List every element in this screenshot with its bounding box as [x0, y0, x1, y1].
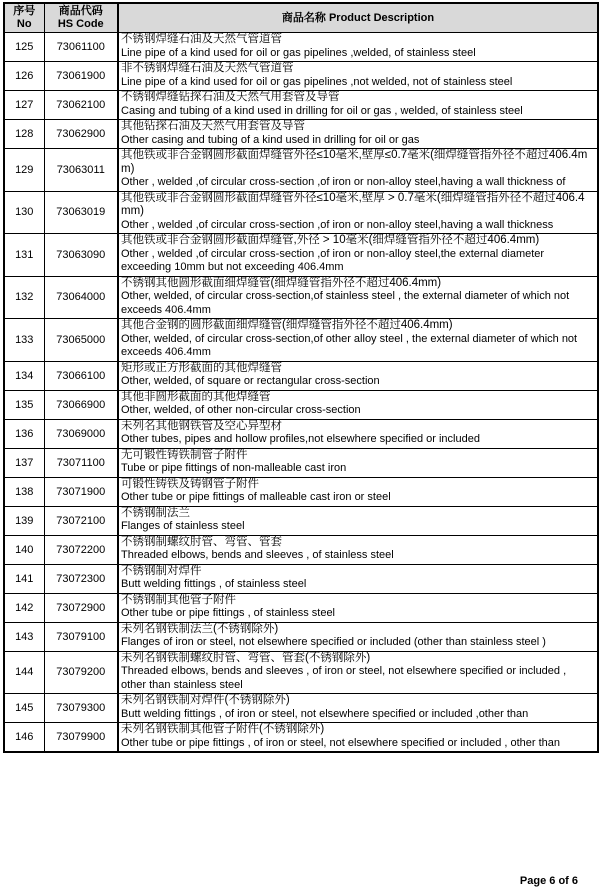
- row-no: 140: [4, 535, 44, 564]
- table-header-row: [4, 3, 598, 33]
- row-hs-code: 73063011: [44, 149, 118, 192]
- row-description: [118, 33, 598, 62]
- description-zh: 其他钻探石油及天然气用套管及导管: [121, 120, 305, 132]
- description-en: Flanges of iron or steel, not elsewhere specified or included (other than stainless steel ): [121, 636, 546, 648]
- description-en: Other , welded ,of circular cross-section ,of iron or non-alloy steel,the external diameter exceeding 10mm but not exceeding 406.4mm: [121, 247, 545, 273]
- table-row: [4, 419, 598, 448]
- row-no: 143: [4, 622, 44, 651]
- row-no: 138: [4, 477, 44, 506]
- page-number: Page 6 of 6: [519, 875, 578, 887]
- description-zh: 不锈钢焊缝石油及天然气管道管: [121, 33, 282, 45]
- description-zh: 其他铁或非合金钢圆形截面焊缝管外径≤10毫米,壁厚≤0.7毫米(细焊缝管指外径不超过406.4mm): [121, 149, 588, 175]
- row-hs-code: 73071100: [44, 448, 118, 477]
- row-description: [118, 361, 598, 390]
- row-description: [118, 276, 598, 319]
- col-header-description: 商品名称 Product Description: [118, 3, 598, 33]
- table-row: [4, 120, 598, 149]
- description-zh: 未列名钢铁制其他管子附件(不锈钢除外): [121, 723, 325, 735]
- row-description: [118, 120, 598, 149]
- description-en: Other casing and tubing of a kind used in drilling for oil or gas: [121, 133, 420, 146]
- row-hs-code: 73072900: [44, 593, 118, 622]
- table-row: [4, 564, 598, 593]
- description-en: Threaded elbows, bends and sleeves , of stainless steel: [121, 549, 394, 561]
- description-en: Casing and tubing of a kind used in drilling for oil or gas , welded, of stainless steel: [121, 104, 523, 117]
- table-row: [4, 361, 598, 390]
- row-hs-code: 73079900: [44, 723, 118, 753]
- description-en: Line pipe of a kind used for oil or gas pipelines ,welded, of stainless steel: [121, 46, 476, 59]
- table-row: [4, 390, 598, 419]
- description-en: Other , welded ,of circular cross-section ,of iron or non-alloy steel,having a wall thickness: [121, 218, 554, 231]
- row-no: 144: [4, 651, 44, 694]
- row-description: [118, 506, 598, 535]
- row-no: 136: [4, 419, 44, 448]
- row-description: [118, 564, 598, 593]
- description-zh: 不锈钢制螺纹肘管、弯管、管套: [121, 535, 282, 548]
- table-row: [4, 694, 598, 723]
- row-description: [118, 593, 598, 622]
- row-description: [118, 477, 598, 506]
- row-description: [118, 91, 598, 120]
- table-row: [4, 91, 598, 120]
- row-hs-code: 73066900: [44, 390, 118, 419]
- row-hs-code: 73061900: [44, 62, 118, 91]
- description-zh: 不锈钢焊缝钻探石油及天然气用套管及导管: [121, 91, 340, 103]
- row-no: 128: [4, 120, 44, 149]
- description-en: Flanges of stainless steel: [121, 520, 245, 532]
- description-en: Other, welded, of other non-circular cross-section: [121, 404, 361, 416]
- table-row: [4, 448, 598, 477]
- row-hs-code: 73066100: [44, 361, 118, 390]
- description-en: Butt welding fittings , of stainless steel: [121, 578, 307, 590]
- row-hs-code: 73071900: [44, 477, 118, 506]
- col-header-no-en: No: [16, 18, 32, 30]
- row-description: [118, 448, 598, 477]
- description-en: Other tube or pipe fittings , of iron or steel, not elsewhere specified or included , other than: [121, 736, 561, 749]
- hs-code-table: [3, 2, 599, 753]
- description-en: Other tubes, pipes and hollow profiles,not elsewhere specified or included: [121, 433, 480, 445]
- col-header-no: [4, 3, 44, 33]
- table-row: [4, 506, 598, 535]
- col-header-hs-code-en: HS Code: [57, 18, 104, 30]
- description-zh: 其他铁或非合金钢圆形截面焊缝管外径≤10毫米,壁厚 > 0.7毫米(细焊缝管指外径不超过406.4mm): [121, 191, 585, 217]
- table-row: [4, 276, 598, 319]
- row-no: 132: [4, 276, 44, 319]
- description-en: Other, welded, of circular cross-section,of other alloy steel , the external diameter of which not exceeds 406.4mm: [121, 332, 578, 358]
- row-no: 137: [4, 448, 44, 477]
- row-description: [118, 694, 598, 723]
- description-en: Other tube or pipe fittings , of stainless steel: [121, 607, 336, 619]
- row-description: [118, 390, 598, 419]
- row-no: 131: [4, 234, 44, 277]
- row-no: 142: [4, 593, 44, 622]
- description-zh: 无可锻性铸铁制管子附件: [121, 448, 248, 461]
- row-no: 130: [4, 191, 44, 234]
- description-zh: 不锈钢制其他管子附件: [121, 593, 236, 606]
- table-row: [4, 33, 598, 62]
- description-en: Tube or pipe fittings of non-malleable cast iron: [121, 462, 347, 474]
- table-row: [4, 593, 598, 622]
- table-row: [4, 234, 598, 277]
- row-description: [118, 191, 598, 234]
- description-zh: 其他铁或非合金钢圆形截面焊缝管,外径 > 10毫米(细焊缝管指外径不超过406.4mm): [121, 234, 540, 246]
- row-hs-code: 73062100: [44, 91, 118, 120]
- description-zh: 未列名钢铁制对焊件(不锈钢除外): [121, 694, 290, 706]
- table-row: [4, 651, 598, 694]
- row-hs-code: 73064000: [44, 276, 118, 319]
- row-description: [118, 319, 598, 362]
- table-row: [4, 149, 598, 192]
- row-hs-code: 73079100: [44, 622, 118, 651]
- description-zh: 矩形或正方形截面的其他焊缝管: [121, 361, 282, 374]
- row-no: 145: [4, 694, 44, 723]
- row-hs-code: 73079200: [44, 651, 118, 694]
- table-row: [4, 191, 598, 234]
- row-no: 134: [4, 361, 44, 390]
- row-no: 125: [4, 33, 44, 62]
- col-header-hs-code-zh: 商品代码: [58, 5, 103, 17]
- table-row: [4, 535, 598, 564]
- table-row: [4, 723, 598, 753]
- row-description: [118, 62, 598, 91]
- description-en: Other tube or pipe fittings of malleable cast iron or steel: [121, 491, 391, 503]
- table-row: [4, 622, 598, 651]
- row-no: 135: [4, 390, 44, 419]
- row-description: [118, 651, 598, 694]
- description-zh: 其他合金钢的圆形截面细焊缝管(细焊缝管指外径不超过406.4mm): [121, 319, 453, 331]
- description-zh: 不锈钢制对焊件: [121, 564, 202, 577]
- row-hs-code: 73079300: [44, 694, 118, 723]
- row-hs-code: 73072100: [44, 506, 118, 535]
- row-description: [118, 149, 598, 192]
- row-hs-code: 73065000: [44, 319, 118, 362]
- description-en: Threaded elbows, bends and sleeves , of iron or steel, not elsewhere specified or included , other than stainless steel: [121, 665, 567, 691]
- col-header-hs-code: [44, 3, 118, 33]
- table-row: [4, 62, 598, 91]
- row-hs-code: 73061100: [44, 33, 118, 62]
- description-en: Line pipe of a kind used for oil or gas pipelines ,not welded, not of stainless steel: [121, 75, 513, 88]
- description-en: Butt welding fittings , of iron or steel, not elsewhere specified or included ,other than: [121, 707, 529, 720]
- table-row: [4, 477, 598, 506]
- description-en: Other , welded ,of circular cross-section ,of iron or non-alloy steel,having a wall thickness of: [121, 176, 566, 188]
- description-zh: 未列名其他钢铁管及空心异型材: [121, 419, 282, 432]
- row-no: 129: [4, 149, 44, 192]
- row-description: [118, 622, 598, 651]
- row-hs-code: 73072300: [44, 564, 118, 593]
- row-description: [118, 234, 598, 277]
- description-en: Other, welded, of circular cross-section,of stainless steel , the external diameter of which not exceeds 406.4mm: [121, 290, 570, 316]
- table-row: [4, 319, 598, 362]
- row-hs-code: 73063019: [44, 191, 118, 234]
- row-no: 133: [4, 319, 44, 362]
- row-hs-code: 73062900: [44, 120, 118, 149]
- row-description: [118, 723, 598, 753]
- row-hs-code: 73069000: [44, 419, 118, 448]
- description-zh: 其他非圆形截面的其他焊缝管: [121, 390, 271, 403]
- description-zh: 不锈钢其他圆形截面细焊缝管(细焊缝管指外径不超过406.4mm): [121, 276, 442, 289]
- description-zh: 可锻性铸铁及铸钢管子附件: [121, 477, 259, 490]
- row-no: 146: [4, 723, 44, 753]
- row-description: [118, 419, 598, 448]
- description-zh: 不锈钢制法兰: [121, 506, 190, 519]
- description-zh: 非不锈钢焊缝石油及天然气管道管: [121, 62, 294, 74]
- row-no: 126: [4, 62, 44, 91]
- row-description: [118, 535, 598, 564]
- row-hs-code: 73072200: [44, 535, 118, 564]
- row-no: 141: [4, 564, 44, 593]
- description-en: Other, welded, of square or rectangular cross-section: [121, 375, 380, 387]
- description-zh: 未列名钢铁制螺纹肘管、弯管、管套(不锈钢除外): [121, 651, 371, 664]
- table-body: [4, 33, 598, 753]
- description-zh: 未列名钢铁制法兰(不锈钢除外): [121, 622, 279, 635]
- row-no: 127: [4, 91, 44, 120]
- row-no: 139: [4, 506, 44, 535]
- row-hs-code: 73063090: [44, 234, 118, 277]
- col-header-no-zh: 序号: [13, 5, 36, 17]
